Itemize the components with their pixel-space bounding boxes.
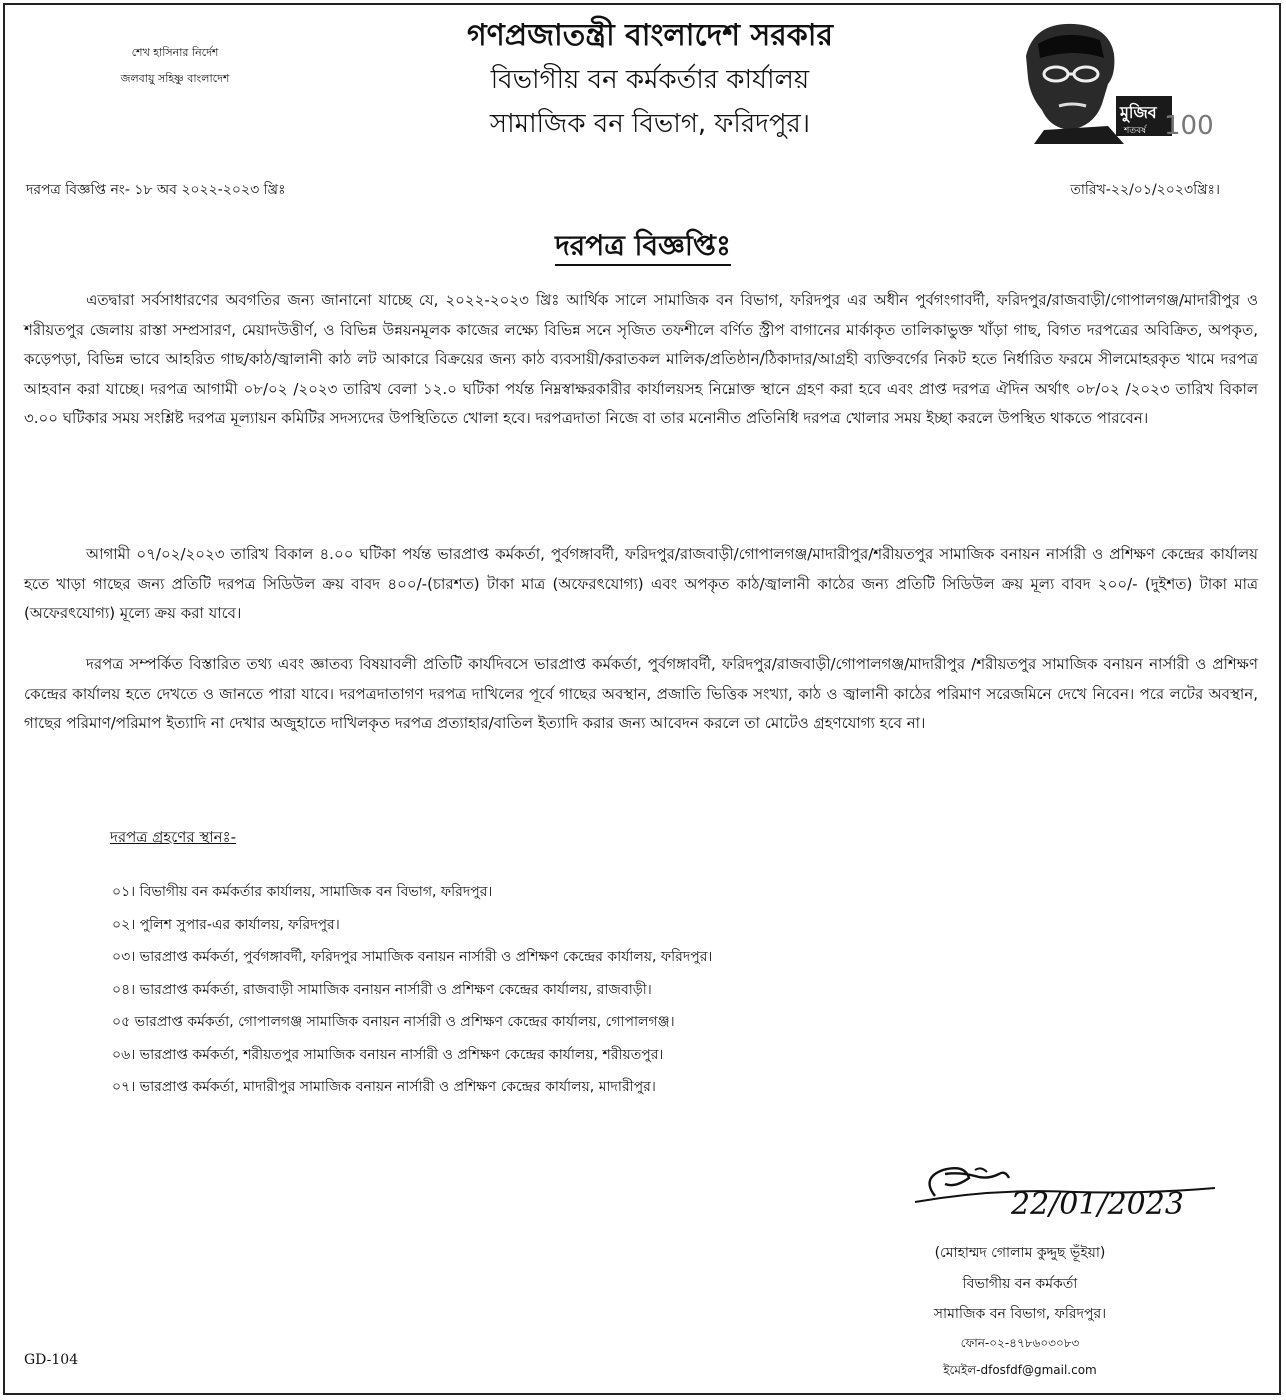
slogan-note xyxy=(60,40,290,92)
government-header xyxy=(360,14,940,146)
logo-text-shotoborsho: শতবর্ষ xyxy=(1124,126,1147,136)
page-title: দরপত্র বিজ্ঞপ্তিঃ xyxy=(555,229,731,266)
places-heading: দরপত্র গ্রহণের স্থানঃ- xyxy=(110,828,236,846)
signature-block xyxy=(820,1238,1220,1384)
tender-date: তারিখ-২২/০১/২০২৩খ্রিঃ। xyxy=(1070,182,1220,198)
ad-code: GD-104 xyxy=(24,1352,79,1368)
list-item: ০৩। ভারপ্রাপ্ত কর্মকর্তা, পুর্বগঙ্গাবর্দী, ফরিদপুর সামাজিক বনায়ন নার্সারী ও প্রশিক্ষণ কেন্দ্রের কার্যালয়, ফরিদপুর। xyxy=(112,949,713,965)
handwritten-signature xyxy=(915,1148,1225,1230)
places-list xyxy=(112,876,1012,1104)
logo-text-mujib: মুজিব xyxy=(1120,103,1157,122)
signatory-phone: ফোন-০২-৪৭৮৬০৩০৮৩ xyxy=(960,1335,1080,1350)
signatory-designation: বিভাগীয় বন কর্মকর্তা xyxy=(962,1275,1078,1292)
header-office: বিভাগীয় বন কর্মকর্তার কার্যালয় xyxy=(490,65,810,95)
signature-date: 22/01/2023 xyxy=(1011,1187,1184,1222)
header-government: গণপ্রজাতন্ত্রী বাংলাদেশ সরকার xyxy=(467,18,833,53)
list-item: ০৭। ভারপ্রাপ্ত কর্মকর্তা, মাদারীপুর সামাজিক বনায়ন নার্সারী ও প্রশিক্ষণ কেন্দ্রের কার্যালয়, মাদারীপুর। xyxy=(112,1079,656,1095)
paragraph-2: আগামী ০৭/০২/২০২৩ তারিখ বিকাল ৪.০০ ঘটিকা পর্যন্ত ভারপ্রাপ্ত কর্মকর্তা, পুর্বগঙ্গাবর্দী, ফরিদপুর/রাজবাড়ী/গোপালগঞ্জ/মাদারীপুর/শরীয়তপুর সামাজিক বনায়ন নার্সারী ও প্রশিক্ষণ কেন্দ্রের কার্যালয় হতে খাড়া গাছের জন্য প্রতিটি দরপত্র সিডিউল ক্রয় বাবদ ৪০০/-(চারশত) টাকা মাত্র (অফেরৎযোগ্য) এবং অপকৃত কাঠ/জ্বালানী কাঠের জন্য প্রতিটি সিডিউল ক্রয় মূল্য বাবদ ২০০/- (দুইশত) টাকা মাত্র (অফেরৎযোগ্য) মূল্যে ক্রয় করা যাবে। xyxy=(24,545,1258,622)
slogan-line-2: জলবায়ু সহিষ্ণু বাংলাদেশ xyxy=(120,72,230,85)
page-title-wrap xyxy=(0,224,1286,271)
signatory-office: সামাজিক বন বিভাগ, ফরিদপুর। xyxy=(933,1306,1107,1322)
list-item: ০৪। ভারপ্রাপ্ত কর্মকর্তা, রাজবাড়ী সামাজিক বনায়ন নার্সারী ও প্রশিক্ষণ কেন্দ্রের কার্যালয়, রাজবাড়ী। xyxy=(112,981,652,998)
paragraph-1: এতদ্বারা সর্বসাধারণের অবগতির জন্য জানানো যাচ্ছে যে, ২০২২-২০২৩ খ্রিঃ আর্থিক সালে সামাজিক বন বিভাগ, ফরিদপুর এর অধীন পুর্বগংগাবর্দী, ফরিদপুর/রাজবাড়ী/গোপালগঞ্জ/মাদারীপুর ও শরীয়তপুর জেলায় রাস্তা সম্প্রসারণ, মেয়াদউত্তীর্ণ, ও বিভিন্ন উন্নয়নমূলক কাজের লক্ষ্যে বিভিন্ন সনে সৃজিত তফশীলে বর্ণিত স্ট্রীপ বাগানের মার্কাকৃত তালিকাভুক্ত খাঁড়া গাছ, বিগত দরপত্রের অবিক্রিত, অপকৃত, কড়েপড়া, বিভিন্ন ভাবে আহরিত গাছ/কাঠ/জ্বালানী কাঠ লট আকারে বিক্রয়ের জন্য কাঠ ব্যবসায়ী/করাতকল মালিক/প্রতিষ্ঠান/ঠিকাদার/আগ্রহী ব্যক্তিবর্গের নিকট হতে নির্ধারিত ফরমে সীলমোহরকৃত খামে দরপত্র আহবান করা যাচ্ছে। দরপত্র আগামী ০৮/০২ /২০২৩ তারিখ বেলা ১২.০ ঘটিকা পর্যন্ত নিম্নস্বাক্ষরকারীর কার্যালয়সহ নিম্নোক্ত স্থানে গ্রহণ করা হবে এবং প্রাপ্ত দরপত্র ঐদিন অর্থাৎ ০৮/০২ /২০২৩ তারিখ বিকাল ৩.০০ ঘটিকার সময় সংশ্লিষ্ট দরপত্র মূল্যায়ন কমিটির সদস্যদের উপস্থিতিতে খোলা হবে। দরপত্রদাতা নিজে বা তার মনোনীত প্রতিনিধি দরপত্র খোলার সময় ইচ্ছা করলে উপস্থিত থাকতে পারবেন। xyxy=(24,291,1258,427)
tender-reference-number: দরপত্র বিজ্ঞপ্তি নং- ১৮ অব ২০২২-২০২৩ খ্রিঃ xyxy=(26,182,286,198)
slogan-line-1: শেখ হাসিনার নির্দেশ xyxy=(131,46,219,59)
signatory-name: (মোহাম্মদ গোলাম কুদ্দুছ ভূঁইয়া) xyxy=(934,1245,1106,1261)
list-item: ০৬। ভারপ্রাপ্ত কর্মকর্তা, শরীয়তপুর সামাজিক বনায়ন নার্সারী ও প্রশিক্ষণ কেন্দ্রের কার্যালয়, শরীয়তপুর। xyxy=(112,1046,664,1063)
header-division: সামাজিক বন বিভাগ, ফরিদপুর। xyxy=(489,109,811,139)
mujib-borsho-portrait-icon xyxy=(1004,14,1214,144)
list-item: ০১। বিভাগীয় বন কর্মকর্তার কার্যালয়, সামাজিক বন বিভাগ, ফরিদপুর। xyxy=(112,884,493,900)
logo-text-100: 100 xyxy=(1164,111,1214,141)
list-item: ০২। পুলিশ সুপার-এর কার্যালয়, ফরিদপুর। xyxy=(112,916,340,933)
signatory-email: ইমেইল-dfosfdf@gmail.com xyxy=(943,1362,1097,1377)
paragraph-3: দরপত্র সম্পর্কিত বিস্তারিত তথ্য এবং জ্ঞাতব্য বিষয়াবলী প্রতিটি কার্যদিবসে ভারপ্রাপ্ত কর্মকর্তা, পুর্বগঙ্গাবর্দী, ফরিদপুর/রাজবাড়ী/গোপালগঞ্জ/মাদারীপুর /শরীয়তপুর সামাজিক বনায়ন নার্সারী ও প্রশিক্ষণ কেন্দ্রের কার্যালয় হতে দেখতে ও জানতে পারা যাবে। দরপত্রদাতাগণ দরপত্র দাখিলের পূর্বে গাছের অবস্থান, প্রজাতি ভিত্তিক সংখ্যা, কাঠ ও জ্বালানী কাঠের পরিমাণ সরেজমিনে দেখে নিবেন। পরে লটের অবস্থান, গাছের পরিমাণ/পরিমাপ ইত্যাদি না দেখার অজুহাতে দাখিলকৃত দরপত্র প্রত্যাহার/বাতিল ইত্যাদি করার জন্য আবেদন করলে তা মোটেও গ্রহণযোগ্য হবে না। xyxy=(24,655,1258,732)
list-item: ০৫ ভারপ্রাপ্ত কর্মকর্তা, গোপালগঞ্জ সামাজিক বনায়ন নার্সারী ও প্রশিক্ষণ কেন্দ্রের কার্যালয়, গোপালগঞ্জ। xyxy=(112,1014,675,1030)
